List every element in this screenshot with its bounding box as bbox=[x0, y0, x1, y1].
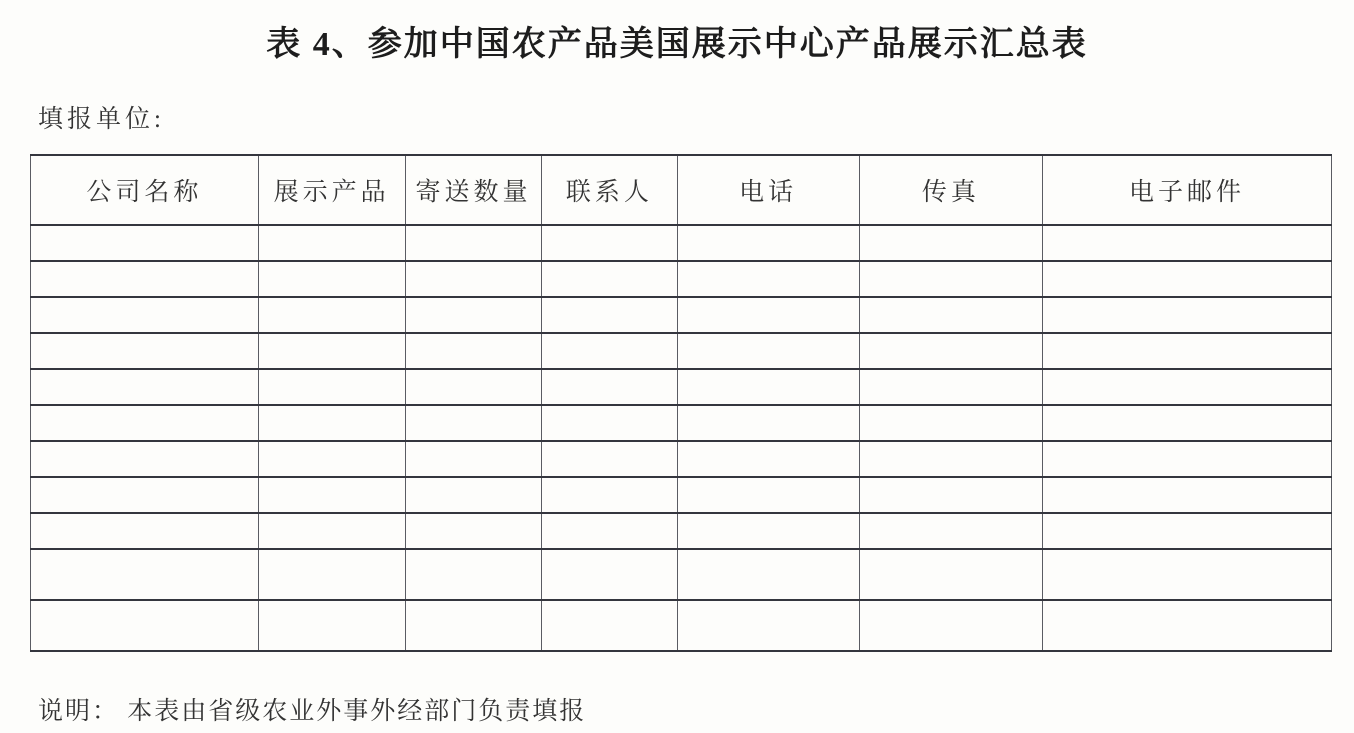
table-body bbox=[31, 225, 1332, 651]
column-header: 联系人 bbox=[542, 155, 677, 225]
table-cell bbox=[859, 333, 1042, 369]
table-cell bbox=[31, 549, 259, 600]
table-cell bbox=[1043, 369, 1332, 405]
table-cell bbox=[31, 441, 259, 477]
table-cell bbox=[31, 513, 259, 549]
table-cell bbox=[677, 549, 859, 600]
table-cell bbox=[542, 477, 677, 513]
column-header: 电子邮件 bbox=[1043, 155, 1332, 225]
table-row bbox=[31, 441, 1332, 477]
table-cell bbox=[258, 477, 405, 513]
table-cell bbox=[258, 600, 405, 651]
table-cell bbox=[1043, 225, 1332, 261]
table-row bbox=[31, 549, 1332, 600]
table-cell bbox=[405, 513, 542, 549]
table-cell bbox=[677, 261, 859, 297]
table-cell bbox=[677, 600, 859, 651]
table-cell bbox=[859, 405, 1042, 441]
table-row bbox=[31, 600, 1332, 651]
table-cell bbox=[859, 441, 1042, 477]
column-header: 传真 bbox=[859, 155, 1042, 225]
table-cell bbox=[542, 513, 677, 549]
column-header: 寄送数量 bbox=[405, 155, 542, 225]
table-cell bbox=[859, 261, 1042, 297]
table-cell bbox=[1043, 477, 1332, 513]
table-cell bbox=[677, 513, 859, 549]
table-cell bbox=[859, 513, 1042, 549]
table-cell bbox=[31, 600, 259, 651]
column-header: 展示产品 bbox=[258, 155, 405, 225]
table-cell bbox=[31, 369, 259, 405]
table-row bbox=[31, 477, 1332, 513]
table-cell bbox=[1043, 405, 1332, 441]
table-cell bbox=[31, 405, 259, 441]
table-cell bbox=[405, 333, 542, 369]
table-cell bbox=[859, 600, 1042, 651]
table-cell bbox=[1043, 297, 1332, 333]
table-cell bbox=[405, 297, 542, 333]
reporting-unit-label: 填报单位: bbox=[38, 106, 165, 133]
table-cell bbox=[677, 369, 859, 405]
table-cell bbox=[859, 225, 1042, 261]
table-row bbox=[31, 405, 1332, 441]
table-cell bbox=[1043, 441, 1332, 477]
table-cell bbox=[859, 369, 1042, 405]
table-row bbox=[31, 333, 1332, 369]
table-cell bbox=[542, 405, 677, 441]
table-cell bbox=[31, 297, 259, 333]
table-cell bbox=[542, 261, 677, 297]
table-row bbox=[31, 261, 1332, 297]
column-header: 公司名称 bbox=[31, 155, 259, 225]
table-cell bbox=[258, 441, 405, 477]
table-cell bbox=[405, 405, 542, 441]
table-cell bbox=[405, 477, 542, 513]
table-cell bbox=[258, 225, 405, 261]
table-cell bbox=[405, 369, 542, 405]
table-row bbox=[31, 297, 1332, 333]
table-cell bbox=[677, 225, 859, 261]
table-cell bbox=[31, 225, 259, 261]
table-cell bbox=[1043, 549, 1332, 600]
column-header: 电话 bbox=[677, 155, 859, 225]
table-cell bbox=[405, 441, 542, 477]
table-cell bbox=[258, 369, 405, 405]
table-cell bbox=[1043, 600, 1332, 651]
table-row bbox=[31, 369, 1332, 405]
table-cell bbox=[542, 225, 677, 261]
table-cell bbox=[542, 333, 677, 369]
document-title: 表 4、参加中国农产品美国展示中心产品展示汇总表 bbox=[266, 26, 1088, 63]
table-cell bbox=[258, 513, 405, 549]
table-cell bbox=[542, 600, 677, 651]
table-cell bbox=[258, 297, 405, 333]
table-cell bbox=[258, 261, 405, 297]
table-cell bbox=[542, 549, 677, 600]
table-cell bbox=[258, 549, 405, 600]
table-cell bbox=[405, 549, 542, 600]
table-row bbox=[31, 225, 1332, 261]
table-cell bbox=[405, 600, 542, 651]
table-cell bbox=[1043, 513, 1332, 549]
table-cell bbox=[1043, 333, 1332, 369]
table-cell bbox=[677, 477, 859, 513]
table-row bbox=[31, 513, 1332, 549]
table-cell bbox=[542, 369, 677, 405]
table-cell bbox=[31, 477, 259, 513]
table-cell bbox=[542, 297, 677, 333]
table-cell bbox=[258, 405, 405, 441]
table-cell bbox=[859, 297, 1042, 333]
table-cell bbox=[542, 441, 677, 477]
product-display-summary-table bbox=[30, 154, 1332, 652]
note-text: 说明： 本表由省级农业外事外经部门负责填报 bbox=[38, 698, 587, 725]
table-cell bbox=[859, 549, 1042, 600]
table-cell bbox=[677, 297, 859, 333]
table-cell bbox=[1043, 261, 1332, 297]
table-cell bbox=[859, 477, 1042, 513]
header-row bbox=[31, 155, 1332, 225]
table-cell bbox=[677, 405, 859, 441]
table-header bbox=[31, 155, 1332, 225]
table-cell bbox=[677, 441, 859, 477]
table-cell bbox=[31, 333, 259, 369]
table-cell bbox=[258, 333, 405, 369]
table-cell bbox=[405, 261, 542, 297]
table-cell bbox=[405, 225, 542, 261]
table-cell bbox=[31, 261, 259, 297]
table-cell bbox=[677, 333, 859, 369]
